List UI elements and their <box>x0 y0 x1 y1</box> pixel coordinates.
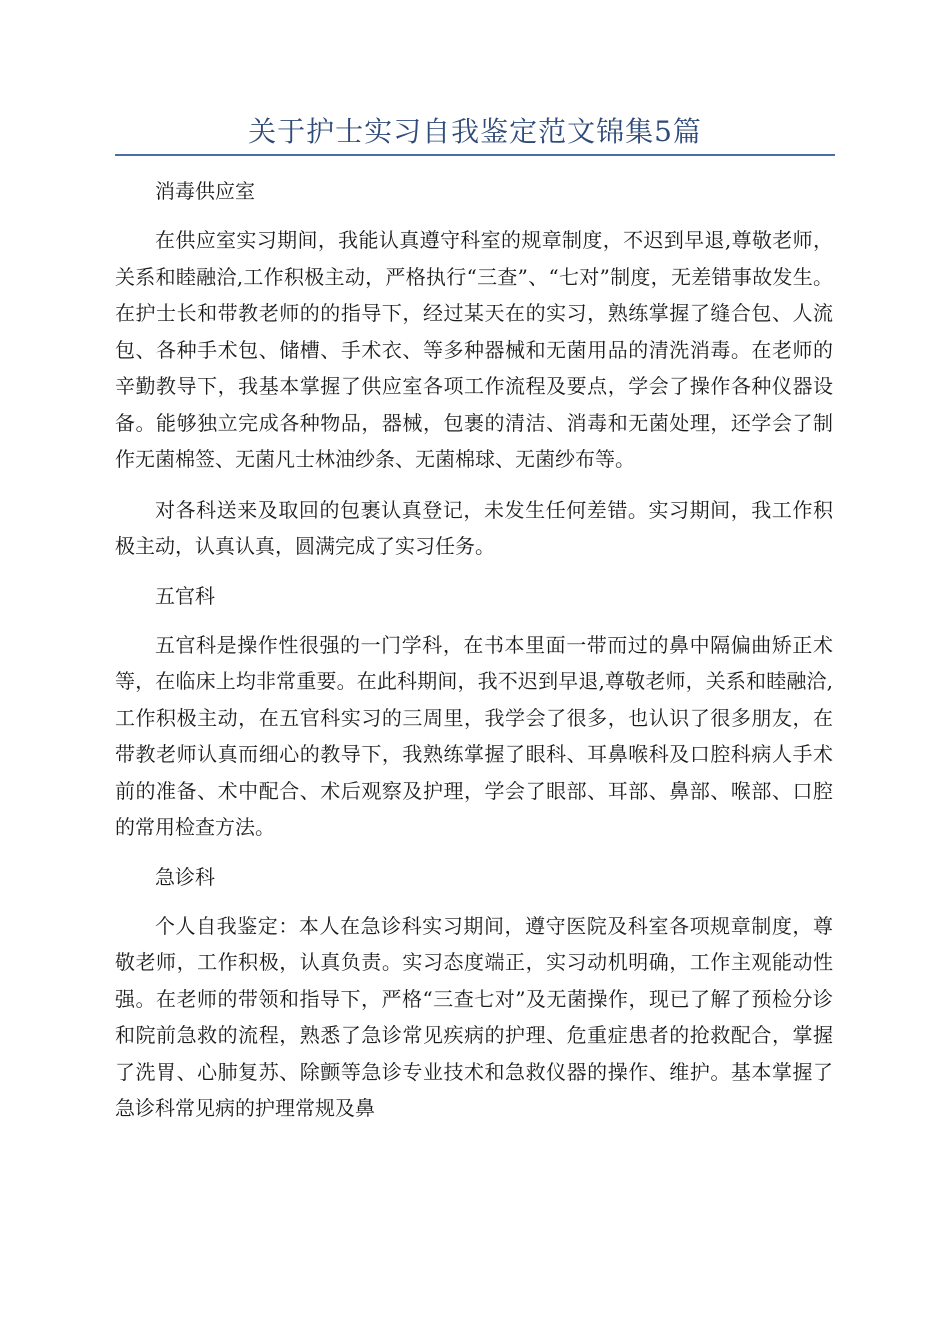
paragraph: 对各科送来及取回的包裹认真登记，未发生任何差错。实习期间，我工作积极主动，认真认真，圆满完成了实习任务。 <box>115 497 833 558</box>
section-heading: 消毒供应室 <box>155 179 255 203</box>
section-heading: 急诊科 <box>155 864 215 889</box>
section-ent <box>115 579 833 846</box>
section-disinfection-supply <box>115 174 833 565</box>
section-emergency <box>115 860 833 1127</box>
paragraph: 在供应室实习期间，我能认真遵守科室的规章制度，不迟到早退,尊敬老师，关系和睦融洽,工作积极主动，严格执行“三查”、“七对”制度，无差错事故发生。在护士长和带教老师的的指导下，经过某天在的实习，熟练掌握了缝合包、人流包、各种手术包、储槽、手术衣、等多种器械和无菌用品的清洗消毒。在老师的辛勤教导下，我基本掌握了供应室各项工作流程及要点，学会了操作各种仪器设备。能够独立完成各种物品，器械，包裹的清洁、消毒和无菌处理，还学会了制作无菌棉签、无菌凡士林油纱条、无菌棉球、无菌纱布等。 <box>115 228 833 471</box>
document-body <box>115 174 833 1141</box>
title-underline <box>115 154 835 156</box>
document-title: 关于护士实习自我鉴定范文锦集5篇 <box>248 115 702 148</box>
paragraph: 五官科是操作性很强的一门学科，在书本里面一带而过的鼻中隔偏曲矫正术等，在临床上均非常重要。在此科期间，我不迟到早退,尊敬老师，关系和睦融洽,工作积极主动，在五官科实习的三周里，我学会了很多，也认识了很多朋友，在带教老师认真而细心的教导下，我熟练掌握了眼科、耳鼻喉科及口腔科病人手术前的准备、术中配合、术后观察及护理，学会了眼部、耳部、鼻部、喉部、口腔的常用检查方法。 <box>115 632 833 839</box>
paragraph: 个人自我鉴定：本人在急诊科实习期间，遵守医院及科室各项规章制度，尊敬老师，工作积极，认真负责。实习态度端正，实习动机明确，工作主观能动性强。在老师的带领和指导下，严格“三查七对”及无菌操作，现已了解了预检分诊和院前急救的流程，熟悉了急诊常见疾病的护理、危重症患者的抢救配合，掌握了洗胃、心肺复苏、除颤等急诊专业技术和急救仪器的操作、维护。基本掌握了急诊科常见病的护理常规及鼻 <box>115 913 833 1120</box>
section-heading: 五官科 <box>155 583 215 608</box>
